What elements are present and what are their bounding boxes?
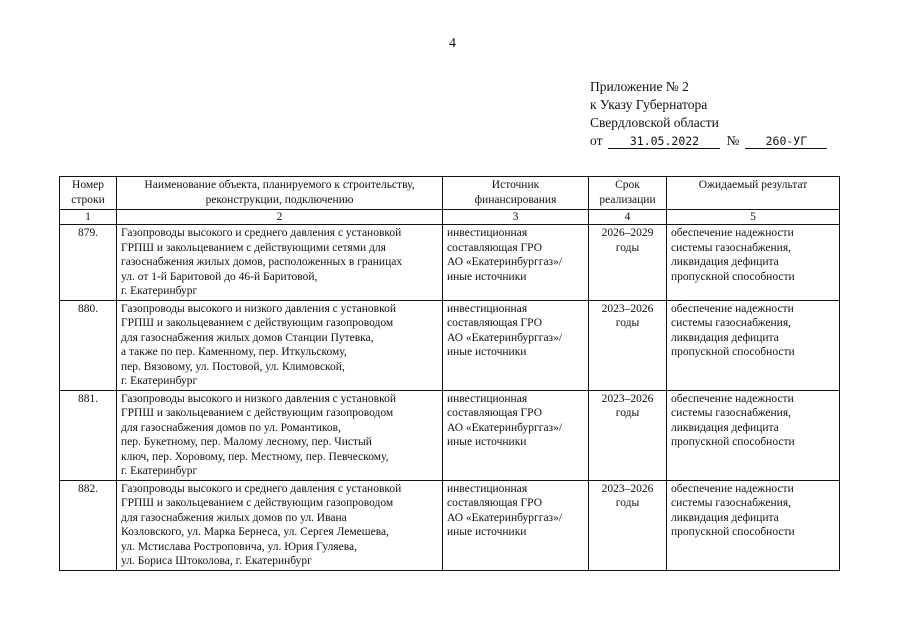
expected-result: обеспечение надежности системы газоснабжения, ликвидация дефицита пропускной способности bbox=[667, 225, 840, 301]
column-number: 1 bbox=[60, 210, 117, 225]
implementation-term: 2023–2026 годы bbox=[589, 390, 667, 480]
implementation-term: 2023–2026 годы bbox=[589, 480, 667, 570]
header-row-number: Номер строки bbox=[60, 177, 117, 210]
object-name: Газопроводы высокого и среднего давления с установкой ГРПШ и закольцеванием с действующим газопроводом для газоснабжения жилых домов по ул. Ивана Козловского, ул. Марка Бернеса, ул. Сергея Лемешева, ул. Мстислава Ростроповича, ул. Юрия Гуляева, ул. Бориса Штоколова, г. Екатеринбург bbox=[117, 480, 443, 570]
date-label: от bbox=[590, 133, 603, 148]
funding-source: инвестиционная составляющая ГРО АО «Екатеринбурггаз»/ иные источники bbox=[443, 300, 589, 390]
row-number: 881. bbox=[60, 390, 117, 480]
object-name: Газопроводы высокого и низкого давления с установкой ГРПШ и закольцеванием с действующим газопроводом для газоснабжения жилых домов Станции Путевка, а также по пер. Каменному, пер. Иткульскому, пер. Вязовому, ул. Постовой, ул. Климовской, г. Екатеринбург bbox=[117, 300, 443, 390]
row-number: 882. bbox=[60, 480, 117, 570]
number-label: № bbox=[726, 133, 740, 148]
header-object-name: Наименование объекта, планируемого к строительству, реконструкции, подключению bbox=[117, 177, 443, 210]
appendix-date-line bbox=[590, 132, 850, 150]
funding-source: инвестиционная составляющая ГРО АО «Екатеринбурггаз»/ иные источники bbox=[443, 480, 589, 570]
header-term: Срок реализации bbox=[589, 177, 667, 210]
table-row bbox=[60, 480, 840, 570]
column-number: 3 bbox=[443, 210, 589, 225]
objects-table bbox=[59, 176, 840, 571]
column-number: 4 bbox=[589, 210, 667, 225]
table-row bbox=[60, 300, 840, 390]
page-number: 4 bbox=[449, 36, 456, 51]
expected-result: обеспечение надежности системы газоснабжения, ликвидация дефицита пропускной способности bbox=[667, 480, 840, 570]
implementation-term: 2026–2029 годы bbox=[589, 225, 667, 301]
column-number: 2 bbox=[117, 210, 443, 225]
object-name: Газопроводы высокого и низкого давления с установкой ГРПШ и закольцеванием с действующим газопроводом для газоснабжения домов по ул. Романтиков, пер. Букетному, пер. Малому лесному, пер. Чистый ключ, пер. Хоровому, пер. Местному, пер. Певческому, г. Екатеринбург bbox=[117, 390, 443, 480]
expected-result: обеспечение надежности системы газоснабжения, ликвидация дефицита пропускной способности bbox=[667, 300, 840, 390]
expected-result: обеспечение надежности системы газоснабжения, ликвидация дефицита пропускной способности bbox=[667, 390, 840, 480]
decree-date: 31.05.2022 bbox=[608, 134, 720, 149]
decree-number: 260-УГ bbox=[745, 134, 827, 149]
table-header-row bbox=[60, 177, 840, 210]
appendix-region: Свердловской области bbox=[590, 115, 719, 130]
implementation-term: 2023–2026 годы bbox=[589, 300, 667, 390]
header-expected-result: Ожидаемый результат bbox=[667, 177, 840, 210]
funding-source: инвестиционная составляющая ГРО АО «Екатеринбурггаз»/ иные источники bbox=[443, 390, 589, 480]
appendix-header bbox=[590, 78, 850, 150]
funding-source: инвестиционная составляющая ГРО АО «Екатеринбурггаз»/ иные источники bbox=[443, 225, 589, 301]
column-number: 5 bbox=[667, 210, 840, 225]
row-number: 879. bbox=[60, 225, 117, 301]
column-number-row bbox=[60, 210, 840, 225]
appendix-decree: к Указу Губернатора bbox=[590, 97, 708, 112]
object-name: Газопроводы высокого и среднего давления с установкой ГРПШ и закольцеванием с действующими сетями для газоснабжения жилых домов, расположенных в границах ул. от 1-й Баритовой до 46-й Баритовой, г. Екатеринбург bbox=[117, 225, 443, 301]
table-row bbox=[60, 390, 840, 480]
table-row bbox=[60, 225, 840, 301]
appendix-title: Приложение № 2 bbox=[590, 79, 689, 94]
row-number: 880. bbox=[60, 300, 117, 390]
header-funding-source: Источник финансирования bbox=[443, 177, 589, 210]
